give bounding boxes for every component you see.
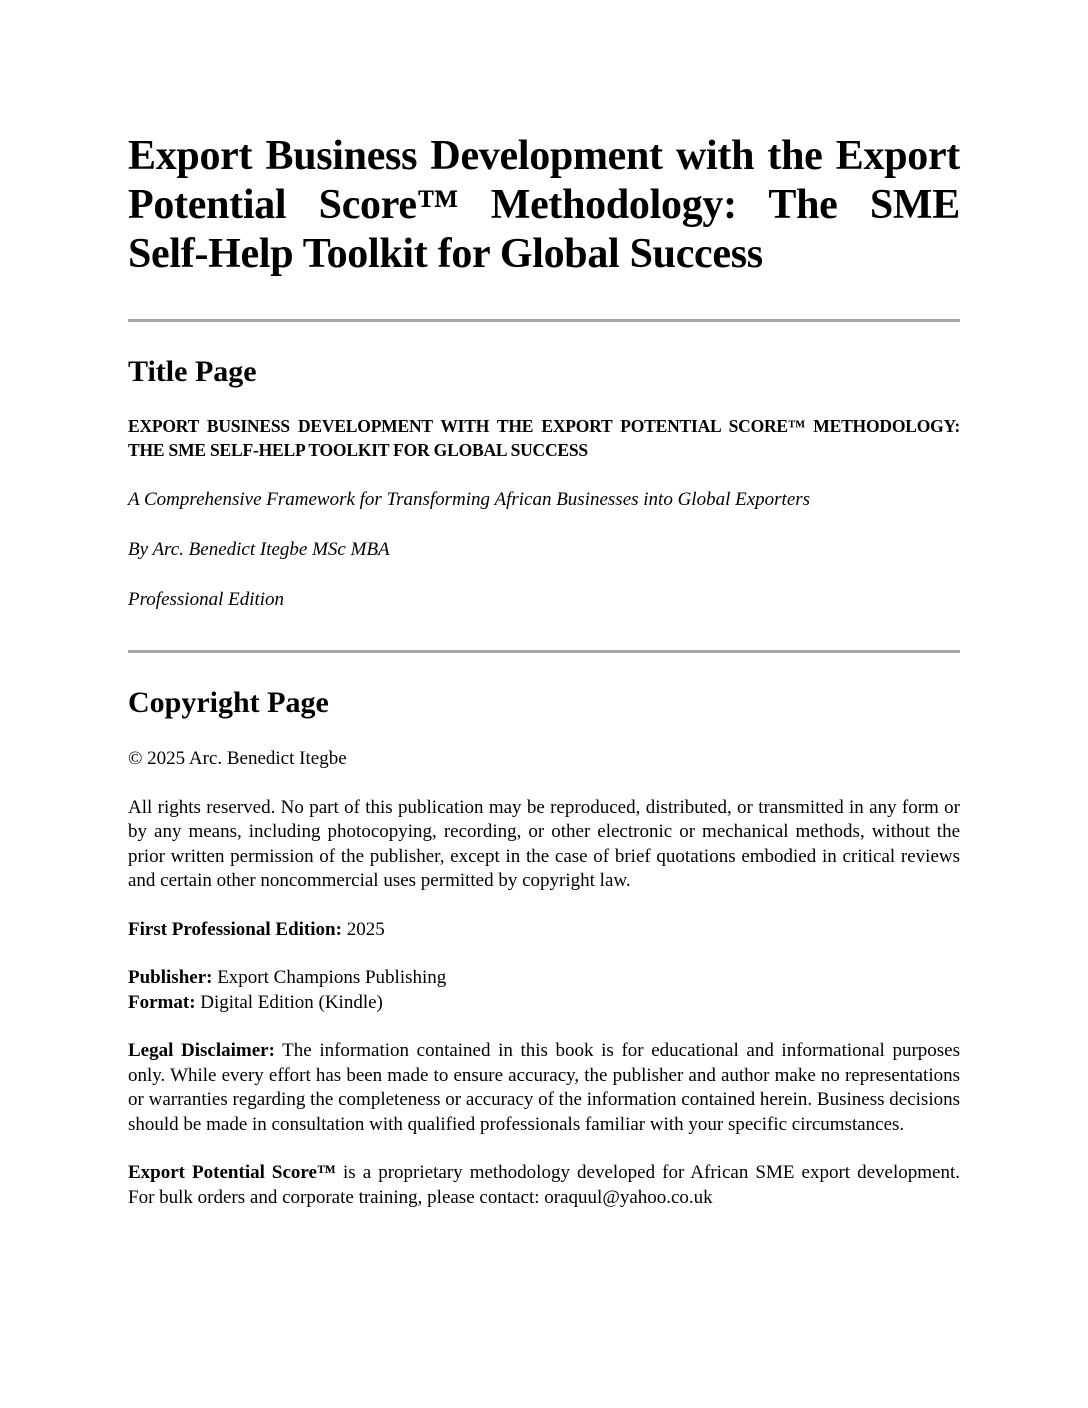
copyright-page-heading: Copyright Page [128,686,329,719]
format-label: Format: [128,991,196,1013]
first-edition-line [128,918,960,943]
main-title: Export Business Development with the Export Potential Score™ Methodology: The SME Self-Help Toolkit for Global Success [128,133,960,277]
legal-disclaimer-paragraph [128,1039,960,1137]
copyright-page-section [128,685,960,1210]
publisher-value: Export Champions Publishing [212,967,447,988]
first-edition-value: 2025 [341,918,385,940]
book-author: By Arc. Benedict Itegbe MSc MBA [128,539,390,560]
publisher-label: Publisher: [128,967,213,988]
first-edition-label: First Professional Edition: [128,918,342,940]
document-page [128,124,960,1210]
section-divider [128,650,960,653]
caps-book-title: EXPORT BUSINESS DEVELOPMENT WITH THE EXPORT POTENTIAL SCORE™ METHODOLOGY: THE SME SELF-HELP TOOLKIT FOR GLOBAL SUCCESS [128,416,960,460]
title-page-heading: Title Page [128,355,257,388]
book-subtitle: A Comprehensive Framework for Transforming African Businesses into Global Exporters [128,489,811,510]
disclaimer-label: Legal Disclaimer: [128,1040,275,1061]
eps-note-paragraph [128,1161,960,1210]
title-page-section [128,354,960,612]
eps-text: is a proprietary methodology developed for African SME export development. For bulk orders and corporate training, please contact: [128,1162,960,1208]
format-value: Digital Edition (Kindle) [195,991,383,1013]
eps-label: Export Potential Score™ [128,1162,336,1183]
book-edition: Professional Edition [128,589,285,610]
rights-paragraph: All rights reserved. No part of this publication may be reproduced, distributed, or transmitted in any form or by any means, including photocopying, recording, or other electronic or mechanical methods, without the prior written permission of the publisher, except in the case of brief quotations embodied in critical reviews and certain other noncommercial uses permitted by copyright law. [128,796,960,891]
publisher-format-block [128,966,960,1015]
contact-email[interactable]: oraquul@yahoo.co.uk [544,1186,713,1208]
disclaimer-text: The information contained in this book is for educational and informational purposes only. While every effort has been made to ensure accuracy, the publisher and author make no representations or warranties regarding the completeness or accuracy of the information contained herein. Business decisions should be made in consultation with qualified professionals familiar with your specific circumstances. [128,1040,960,1135]
copyright-line: © 2025 Arc. Benedict Itegbe [128,748,347,769]
section-divider [128,319,960,322]
